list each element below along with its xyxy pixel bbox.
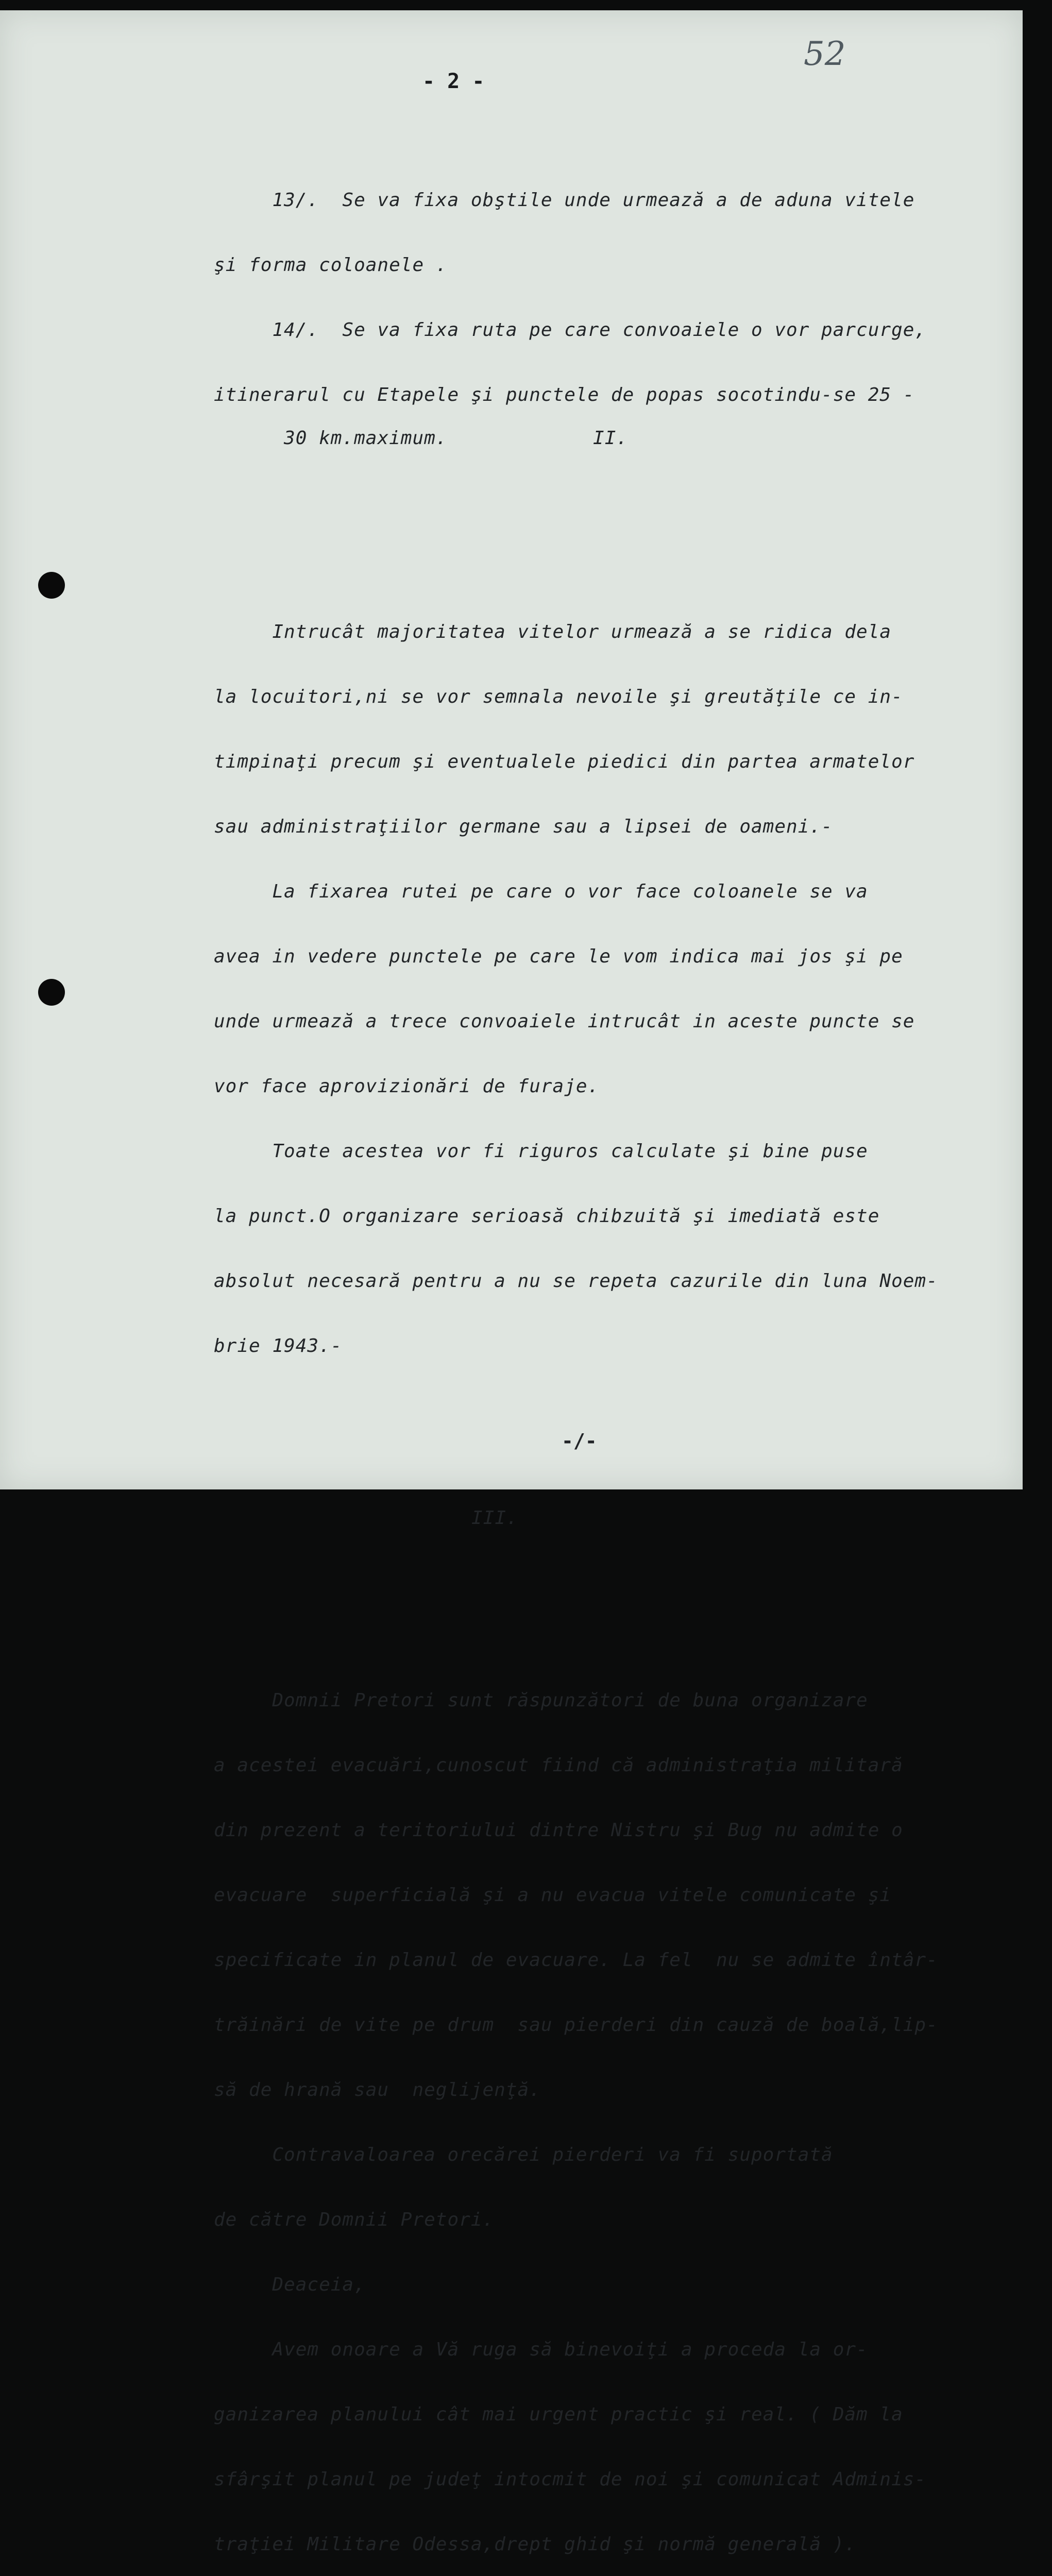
text-line: vor face aprovizionări de furaje. [214, 1076, 600, 1097]
text-line: 30 km.maximum. [284, 428, 448, 449]
text-line: Deaceia, [214, 2274, 366, 2295]
text-line: evacuare superficială şi a nu evacua vitele comunicate şi [214, 1885, 892, 1906]
text-line: brie 1943.- [214, 1335, 343, 1357]
text-line: să de hrană sau neglijenţă. [214, 2079, 541, 2100]
text-line: itinerarul cu Etapele şi punctele de popas socotindu-se 25 - [214, 384, 915, 405]
text-line: avea in vedere punctele pe care le vom indica mai jos şi pe [214, 946, 903, 967]
section-heading-2: II. [593, 428, 629, 449]
text-line: şi forma coloanele . [214, 255, 448, 276]
text-line: 13/. Se va fixa obştile unde urmează a de aduna vitele [214, 190, 915, 211]
text-line: la locuitori,ni se vor semnala nevoile şi greutăţile ce in- [214, 686, 903, 707]
text-line: 14/. Se va fixa ruta pe care convoaiele o vor parcurge, [214, 319, 927, 341]
text-line: sau administraţiilor germane sau a lipsei de oameni.- [214, 816, 833, 837]
text-line: Intrucât majoritatea vitelor urmează a se ridica dela [214, 621, 892, 642]
section-heading-3-text: III. [471, 1507, 518, 1529]
text-line: din prezent a teritoriului dintre Nistru şi Bug nu admite o [214, 1820, 903, 1841]
text-line: sfârşit planul pe judeţ intocmit de noi şi comunicat Adminis- [214, 2469, 927, 2490]
text-line: timpinaţi precum şi eventualele piedici din partea armatelor [214, 751, 915, 772]
paragraph-block-1 [214, 146, 1017, 471]
text-line: Domnii Pretori sunt răspunzători de buna organizare [214, 1690, 868, 1711]
text-line: la punct.O organizare serioasă chibzuită şi imediată este [214, 1206, 880, 1227]
text-line: traţiei Militare Odessa,drept ghid şi normă generală ). [214, 2534, 857, 2555]
section-heading-3 [214, 1507, 1017, 1529]
document-page [0, 10, 1023, 2555]
text-line: ganizarea planului cât mai urgent practic şi real. ( Dăm la [214, 2404, 903, 2425]
text-line: Contravaloarea orecărei pierderi va fi suportată [214, 2144, 833, 2165]
text-line: absolut necesară pentru a nu se repeta cazurile din luna Noem- [214, 1270, 938, 1292]
document-body [214, 103, 1017, 2576]
paragraph-block-2 [214, 578, 1017, 1400]
page-number: - 2 - [422, 70, 485, 93]
text-line: trăinări de vite pe drum sau pierderi din cauză de boală,lip- [214, 2014, 938, 2036]
text-line: a acestei evacuări,cunoscut fiind că administraţia militară [214, 1755, 903, 1776]
paragraph-block-3 [214, 1647, 1017, 2576]
text-line: de către Domnii Pretori. [214, 2209, 495, 2230]
text-line: La fixarea rutei pe care o vor face coloanele se va [214, 881, 868, 902]
text-line: unde urmează a trece convoaiele intrucât in aceste puncte se [214, 1011, 915, 1032]
text-line: specificate in planul de evacuare. La fel nu se admite întâr- [214, 1950, 938, 1971]
punch-hole-bottom [38, 979, 65, 1006]
text-line: Toate acestea vor fi riguros calculate şi bine puse [214, 1141, 868, 1162]
folio-number: 52 [804, 35, 846, 73]
punch-hole-top [38, 572, 65, 599]
text-line: Avem onoare a Vă ruga să binevoiţi a proceda la or- [214, 2339, 868, 2360]
continuation-mark: -/- [562, 1430, 597, 1452]
